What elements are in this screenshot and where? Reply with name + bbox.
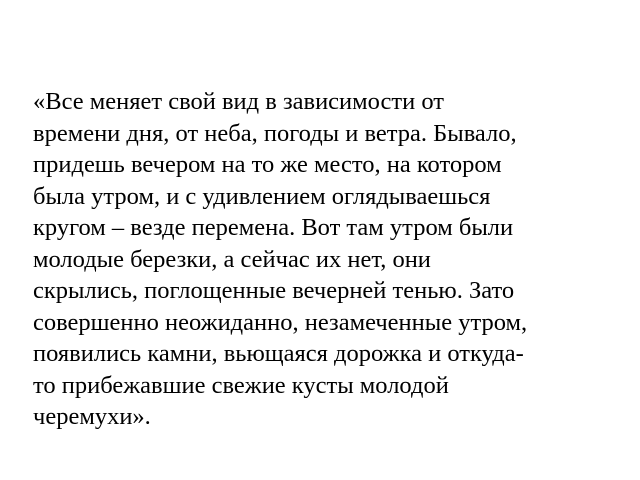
- quote-line: то прибежавшие свежие кусты молодой: [33, 371, 449, 399]
- quote-line: скрылись, поглощенные вечерней тенью. Зато: [33, 277, 515, 304]
- quote-line: совершенно неожиданно, незамеченные утром,: [33, 308, 528, 336]
- quote-line: придешь вечером на то же место, на котором: [33, 151, 502, 178]
- quote-line: была утром, и с удивлением оглядываешься: [33, 182, 491, 210]
- quote-line: «Все меняет свой вид в зависимости от: [33, 88, 444, 115]
- quote-line: кругом – везде перемена. Вот там утром были: [33, 214, 514, 241]
- quote-line: времени дня, от неба, погоды и ветра. Бывало,: [33, 119, 517, 147]
- quote-line: молодые березки, а сейчас их нет, они: [33, 245, 431, 273]
- quote-paragraph: [33, 86, 633, 433]
- quote-line: черемухи».: [33, 403, 151, 430]
- quote-line: появились камни, вьющаяся дорожка и откуда-: [33, 340, 524, 367]
